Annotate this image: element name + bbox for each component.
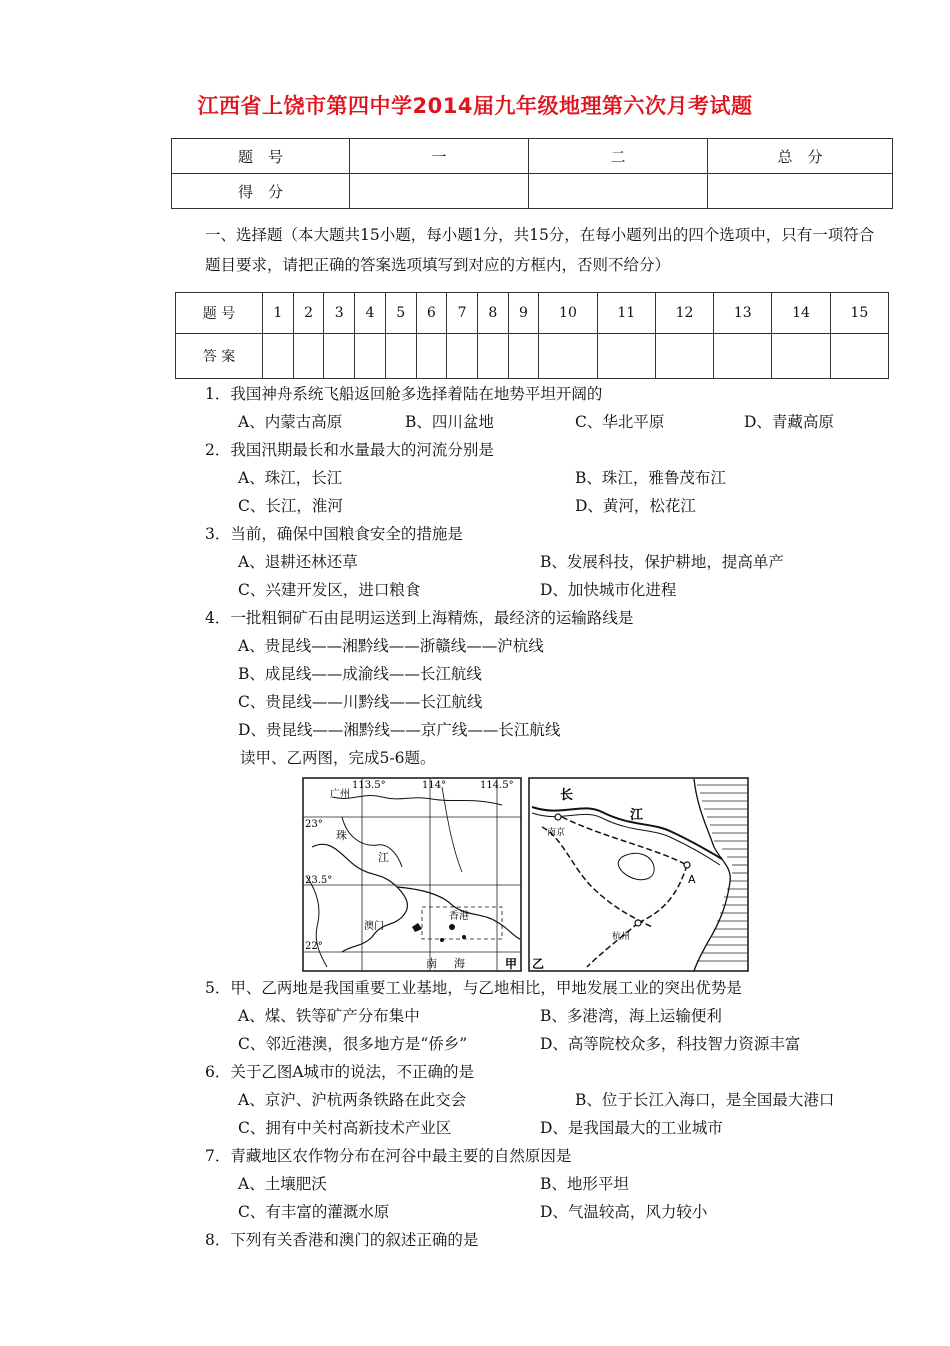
q1-option-a: A、内蒙古高原 (238, 413, 343, 431)
map-yi-place: 长 (560, 788, 574, 803)
answer-input-cell[interactable] (655, 334, 713, 379)
answer-table (175, 292, 889, 379)
score-header-total: 总 分 (708, 139, 893, 174)
question-3-stem: 3．当前，确保中国粮食安全的措施是 (205, 525, 463, 543)
map-jia-lon-label: 114.5° (480, 780, 514, 791)
map-yi-place: 江 (630, 808, 644, 823)
answer-input-cell[interactable] (597, 334, 655, 379)
map-jia-lat-label: 23.5° (305, 875, 333, 886)
q4-option-d: D、贵昆线——湘黔线——京广线——长江航线 (238, 721, 561, 739)
map-jia-lon-label: 114° (422, 780, 447, 791)
answer-number-cell: 7 (447, 293, 478, 334)
section1-intro: 一、选择题（本大题共15小题，每小题1分，共15分，在每小题列出的四个选项中，只有一项符合题目要求，请把正确的答案选项填写到对应的方框内，否则不给分） (205, 226, 875, 274)
map-yi (529, 778, 748, 971)
q4-option-c: C、贵昆线——川黔线——长江航线 (238, 693, 483, 711)
q7-option-d: D、气温较高，风力较小 (540, 1203, 708, 1221)
question-5-stem: 5．甲、乙两地是我国重要工业基地，与乙地相比，甲地发展工业的突出优势是 (205, 979, 742, 997)
answer-number-cell: 15 (830, 293, 888, 334)
answer-number-cell: 4 (355, 293, 386, 334)
answer-input-cell[interactable] (416, 334, 447, 379)
q2-option-a: A、珠江，长江 (238, 469, 343, 487)
answer-input-cell[interactable] (293, 334, 324, 379)
map-jia-place: 广州 (330, 789, 350, 800)
map-jia-place: 海 (454, 957, 465, 970)
map-yi-label: 乙 (532, 957, 545, 971)
answer-input-cell[interactable] (263, 334, 294, 379)
answer-number-cell: 8 (477, 293, 508, 334)
q5-option-d: D、高等院校众多，科技智力资源丰富 (540, 1035, 801, 1053)
q4-option-b: B、成昆线——成渝线——长江航线 (238, 665, 482, 683)
answer-row-label: 答 案 (176, 334, 263, 379)
score-cell-part2[interactable] (529, 174, 708, 209)
q5-option-b: B、多港湾，海上运输便利 (540, 1007, 722, 1025)
answer-input-cell[interactable] (355, 334, 386, 379)
question-8-stem: 8．下列有关香港和澳门的叙述正确的是 (205, 1231, 479, 1249)
answer-input-cell[interactable] (830, 334, 888, 379)
q4-option-a: A、贵昆线——湘黔线——浙赣线——沪杭线 (238, 637, 544, 655)
answer-input-cell[interactable] (539, 334, 597, 379)
q5-option-a: A、煤、铁等矿产分布集中 (238, 1007, 420, 1025)
map-jia-place: 南 (426, 957, 437, 970)
answer-input-cell[interactable] (324, 334, 355, 379)
answer-number-cell: 2 (293, 293, 324, 334)
answer-number-label: 题 号 (176, 293, 263, 334)
q1-option-d: D、青藏高原 (744, 413, 834, 431)
q3-option-a: A、退耕还林还草 (238, 553, 358, 571)
map-yi-place: 杭州 (612, 932, 631, 942)
map-jia (303, 778, 521, 971)
answer-input-cell[interactable] (477, 334, 508, 379)
q6-option-d: D、是我国最大的工业城市 (540, 1119, 723, 1137)
answer-input-cell[interactable] (714, 334, 772, 379)
map-jia-place: 珠 (336, 829, 347, 842)
q7-option-c: C、有丰富的灌溉水原 (238, 1203, 390, 1221)
map-jia-place: 澳门 (364, 921, 384, 932)
score-header-part1: 一 (350, 139, 529, 174)
q2-option-d: D、黄河，松花江 (575, 497, 696, 515)
question-1-stem: 1．我国神舟系统飞船返回舱多选择着陆在地势平坦开阔的 (205, 385, 603, 403)
answer-input-cell[interactable] (447, 334, 478, 379)
q3-option-b: B、发展科技，保护耕地，提高单产 (540, 553, 784, 571)
score-header-label: 题 号 (172, 139, 350, 174)
q6-option-b: B、位于长江入海口，是全国最大港口 (575, 1091, 835, 1109)
answer-input-cell[interactable] (772, 334, 830, 379)
q7-option-a: A、土壤肥沃 (238, 1175, 327, 1193)
answer-number-cell: 14 (772, 293, 830, 334)
answer-number-cell: 10 (539, 293, 597, 334)
question-6-stem: 6．关于乙图A城市的说法，不正确的是 (205, 1063, 475, 1081)
q1-option-b: B、四川盆地 (405, 413, 494, 431)
q6-option-a: A、京沪、沪杭两条铁路在此交会 (238, 1091, 467, 1109)
map-yi-city-a: A (688, 873, 696, 886)
score-row-label: 得 分 (172, 174, 350, 209)
page-title: 江西省上饶市第四中学2014届九年级地理第六次月考试题 (197, 94, 753, 118)
score-header-part2: 二 (529, 139, 708, 174)
q3-option-c: C、兴建开发区，进口粮食 (238, 581, 421, 599)
answer-number-cell: 12 (655, 293, 713, 334)
answer-number-cell: 6 (416, 293, 447, 334)
q5-option-c: C、邻近港澳，很多地方是“侨乡” (238, 1035, 468, 1053)
answer-input-cell[interactable] (508, 334, 539, 379)
maps-figure (302, 777, 749, 972)
answer-number-cell: 5 (385, 293, 416, 334)
q6-option-c: C、拥有中关村高新技术产业区 (238, 1119, 452, 1137)
question-4-stem: 4．一批粗铜矿石由昆明运送到上海精炼，最经济的运输路线是 (205, 609, 634, 627)
answer-number-cell: 13 (714, 293, 772, 334)
read-instruction: 读甲、乙两图，完成5-6题。 (240, 749, 436, 767)
score-table (171, 138, 893, 209)
q3-option-d: D、加快城市化进程 (540, 581, 677, 599)
answer-number-cell: 9 (508, 293, 539, 334)
map-jia-lat-label: 23° (305, 819, 323, 830)
map-jia-place: 香港 (449, 911, 469, 922)
score-cell-total[interactable] (708, 174, 893, 209)
answer-number-cell: 1 (263, 293, 294, 334)
map-jia-label: 甲 (505, 957, 518, 971)
answer-number-cell: 11 (597, 293, 655, 334)
score-cell-part1[interactable] (350, 174, 529, 209)
q2-option-b: B、珠江，雅鲁茂布江 (575, 469, 726, 487)
map-yi-place: 南京 (547, 828, 566, 838)
answer-input-cell[interactable] (385, 334, 416, 379)
map-jia-lat-label: 22° (305, 941, 323, 952)
answer-number-cell: 3 (324, 293, 355, 334)
map-jia-place: 江 (378, 851, 389, 864)
q2-option-c: C、长江，淮河 (238, 497, 343, 515)
question-2-stem: 2．我国汛期最长和水量最大的河流分别是 (205, 441, 494, 459)
q1-option-c: C、华北平原 (575, 413, 665, 431)
map-jia-lon-label: 113.5° (352, 780, 386, 791)
q7-option-b: B、地形平坦 (540, 1175, 629, 1193)
question-7-stem: 7．青藏地区农作物分布在河谷中最主要的自然原因是 (205, 1147, 572, 1165)
